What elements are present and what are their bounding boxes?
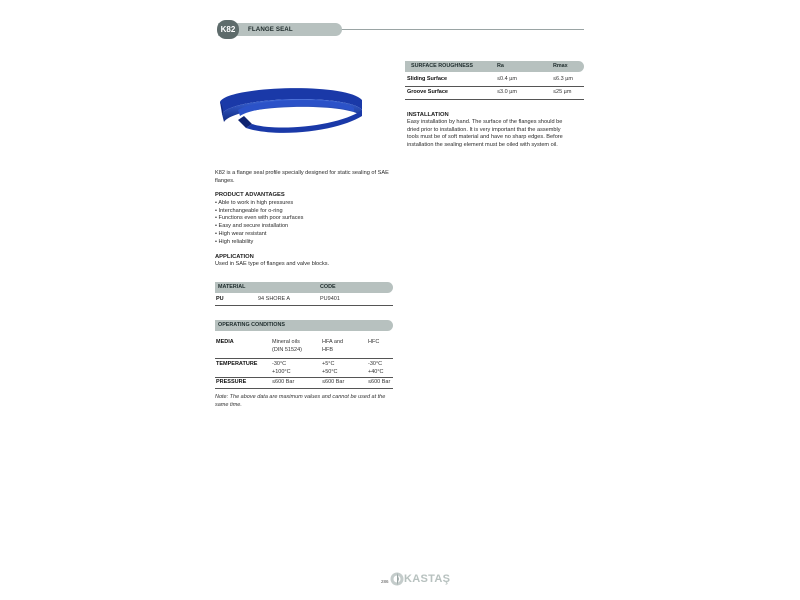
temperature-label: TEMPERATURE [216,361,258,367]
divider [215,388,393,389]
material-header: MATERIAL [218,284,246,290]
groove-ra: ≤3.0 µm [497,89,517,95]
advantages-heading: PRODUCT ADVANTAGES [215,192,285,198]
intro-text: K82 is a flange seal profile specially designed for static sealing of SAE flanges. [215,170,389,184]
media-col2-a: HFA and [322,339,344,345]
application-text: Used in SAE type of flanges and valve blocks. [215,261,330,267]
page-title: FLANGE SEAL [248,26,293,33]
brand-name: KASTAŞ [404,573,451,585]
media-label: MEDIA [216,339,234,345]
page-number: 286 [381,579,389,584]
temp-col3-a: -30°C [368,361,383,367]
temp-col3-b: +40°C [368,369,384,375]
brand-logo-icon [390,572,404,586]
installation-line: dried prior to installation. It is very important that the assembly [407,126,561,133]
roughness-header: SURFACE ROUGHNESS [411,63,473,69]
flange-seal-image [216,80,366,138]
list-item: • High reliability [215,239,303,247]
installation-line: tools must be of soft material and have no sharp edges. Before [407,134,563,140]
groove-rmax: ≤25 µm [553,89,572,95]
media-col3-a: HFC [368,339,380,345]
list-item: • Easy and secure installation [215,223,303,231]
list-item: • High wear resistant [215,231,303,239]
pressure-label: PRESSURE [216,379,247,385]
list-item: • Interchangeable for o-ring [215,208,303,216]
divider [405,86,584,87]
product-code-badge: K82 [217,20,239,39]
pressure-col1: ≤600 Bar [272,379,295,385]
divider [215,377,393,378]
pressure-col3: ≤600 Bar [368,379,391,385]
sliding-surface-label: Sliding Surface [407,76,448,82]
application-heading: APPLICATION [215,254,254,260]
media-col2-b: HFB [322,347,333,353]
temp-col2-b: +50°C [322,369,338,375]
list-item: • Functions even with poor surfaces [215,215,303,223]
media-col1-b: (DIN 51524) [272,347,302,353]
pressure-col2: ≤600 Bar [322,379,345,385]
code-value: PU9401 [320,296,340,302]
sliding-rmax: ≤6.3 µm [553,76,573,82]
media-col1-a: Mineral oils [272,339,300,345]
advantages-list [215,200,303,246]
rmax-header: Rmax [553,63,568,69]
divider [215,358,393,359]
operating-heading: OPERATING CONDITIONS [218,322,285,328]
divider [215,305,393,306]
divider [405,99,584,100]
material-value: PU [216,296,224,302]
groove-surface-label: Groove Surface [407,89,448,95]
installation-line: installation the sealing element must be oiled with system oil. [407,141,558,148]
temp-col1-b: +100°C [272,369,291,375]
installation-heading: INSTALLATION [407,112,449,118]
temp-col1-a: -30°C [272,361,287,367]
temp-col2-a: +5°C [322,361,335,367]
hardness-value: 94 SHORE A [258,296,291,302]
list-item: • Able to work in high pressures [215,200,303,208]
sliding-ra: ≤0.4 µm [497,76,517,82]
footnote: Note: The above data are maximum values and cannot be used at the same time. [215,394,386,408]
installation-line: Easy installation by hand. The surface of the flanges should be [407,119,563,125]
ra-header: Ra [497,63,504,69]
code-header: CODE [320,284,336,290]
